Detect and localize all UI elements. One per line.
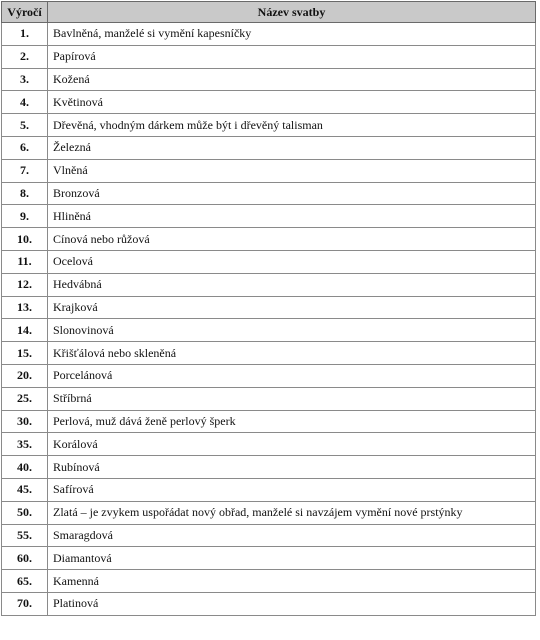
anniversary-year-cell: 65.	[2, 570, 48, 593]
anniversary-year-cell: 3.	[2, 68, 48, 91]
anniversary-year-cell: 5.	[2, 114, 48, 137]
wedding-name-cell: Kamenná	[48, 570, 536, 593]
table-row	[2, 228, 536, 251]
table-row	[2, 456, 536, 479]
anniversary-year-cell: 11.	[2, 250, 48, 273]
table-row	[2, 547, 536, 570]
table-row	[2, 501, 536, 524]
wedding-name-cell: Železná	[48, 136, 536, 159]
wedding-name-cell: Perlová, muž dává ženě perlový šperk	[48, 410, 536, 433]
anniversary-year-cell: 14.	[2, 319, 48, 342]
wedding-name-cell: Ocelová	[48, 250, 536, 273]
table-row	[2, 45, 536, 68]
table-row	[2, 319, 536, 342]
table-row	[2, 433, 536, 456]
table-row	[2, 273, 536, 296]
wedding-name-cell: Papírová	[48, 45, 536, 68]
anniversary-year-cell: 7.	[2, 159, 48, 182]
anniversary-year-cell: 15.	[2, 342, 48, 365]
table-row	[2, 91, 536, 114]
table-row	[2, 68, 536, 91]
anniversary-year-cell: 10.	[2, 228, 48, 251]
anniversary-year-cell: 30.	[2, 410, 48, 433]
table-row	[2, 524, 536, 547]
table-row	[2, 478, 536, 501]
anniversary-year-cell: 55.	[2, 524, 48, 547]
wedding-name-cell: Dřevěná, vhodným dárkem může být i dřevěný talisman	[48, 114, 536, 137]
wedding-name-cell: Krajková	[48, 296, 536, 319]
wedding-name-cell: Bavlněná, manželé si vymění kapesníčky	[48, 23, 536, 46]
anniversary-year-cell: 60.	[2, 547, 48, 570]
wedding-name-cell: Korálová	[48, 433, 536, 456]
table-body	[2, 23, 536, 616]
anniversary-year-cell: 2.	[2, 45, 48, 68]
table-row	[2, 387, 536, 410]
wedding-name-cell: Slonovinová	[48, 319, 536, 342]
wedding-name-cell: Diamantová	[48, 547, 536, 570]
wedding-name-cell: Zlatá – je zvykem uspořádat nový obřad, manželé si navzájem vymění nové prstýnky	[48, 501, 536, 524]
wedding-name-cell: Hliněná	[48, 205, 536, 228]
anniversary-year-cell: 8.	[2, 182, 48, 205]
anniversary-year-cell: 20.	[2, 364, 48, 387]
anniversary-year-cell: 12.	[2, 273, 48, 296]
table-row	[2, 342, 536, 365]
wedding-name-cell: Křišťálová nebo skleněná	[48, 342, 536, 365]
wedding-name-cell: Porcelánová	[48, 364, 536, 387]
anniversary-year-cell: 70.	[2, 592, 48, 615]
wedding-name-cell: Vlněná	[48, 159, 536, 182]
anniversary-year-cell: 9.	[2, 205, 48, 228]
anniversary-year-cell: 4.	[2, 91, 48, 114]
anniversary-year-cell: 6.	[2, 136, 48, 159]
table-row	[2, 592, 536, 615]
table-row	[2, 23, 536, 46]
wedding-name-cell: Cínová nebo růžová	[48, 228, 536, 251]
wedding-name-cell: Platinová	[48, 592, 536, 615]
table-row	[2, 182, 536, 205]
header-anniversary: Výročí	[2, 2, 48, 23]
table-row	[2, 250, 536, 273]
table-row	[2, 410, 536, 433]
anniversary-table	[1, 1, 536, 616]
anniversary-year-cell: 45.	[2, 478, 48, 501]
wedding-name-cell: Rubínová	[48, 456, 536, 479]
wedding-name-cell: Kožená	[48, 68, 536, 91]
table-row	[2, 136, 536, 159]
anniversary-year-cell: 13.	[2, 296, 48, 319]
table-row	[2, 159, 536, 182]
wedding-name-cell: Safírová	[48, 478, 536, 501]
wedding-name-cell: Květinová	[48, 91, 536, 114]
table-row	[2, 364, 536, 387]
anniversary-year-cell: 40.	[2, 456, 48, 479]
anniversary-year-cell: 1.	[2, 23, 48, 46]
table-header-row	[2, 2, 536, 23]
table-row	[2, 296, 536, 319]
anniversary-year-cell: 35.	[2, 433, 48, 456]
table-row	[2, 570, 536, 593]
wedding-name-cell: Bronzová	[48, 182, 536, 205]
wedding-name-cell: Hedvábná	[48, 273, 536, 296]
wedding-name-cell: Stříbrná	[48, 387, 536, 410]
header-wedding-name: Název svatby	[48, 2, 536, 23]
table-row	[2, 205, 536, 228]
wedding-name-cell: Smaragdová	[48, 524, 536, 547]
table-row	[2, 114, 536, 137]
anniversary-year-cell: 25.	[2, 387, 48, 410]
anniversary-year-cell: 50.	[2, 501, 48, 524]
